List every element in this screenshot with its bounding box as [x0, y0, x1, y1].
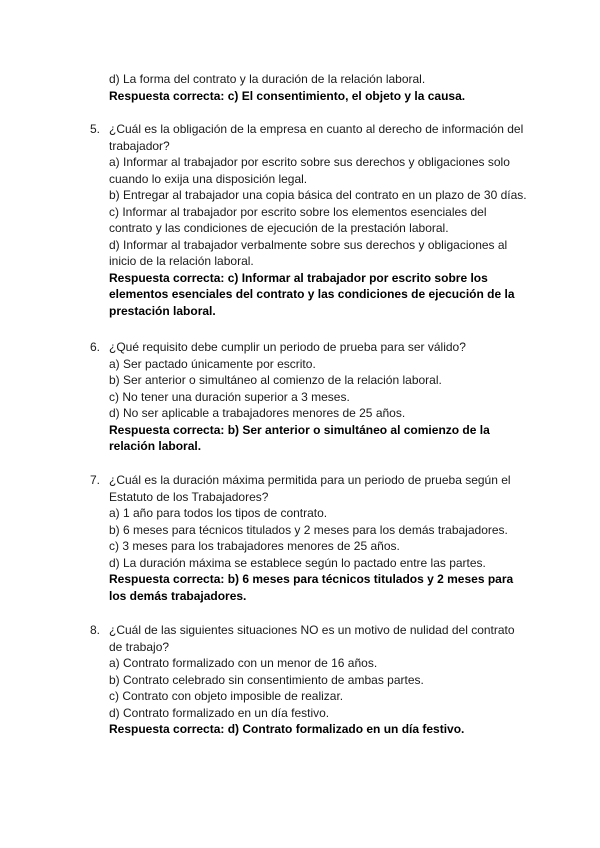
option-a: a) Ser pactado únicamente por escrito. — [109, 356, 316, 371]
option-d: d) La duración máxima se establece según lo pactado entre las partes. — [109, 555, 486, 570]
option-c: c) No tener una duración superior a 3 meses. — [109, 389, 350, 404]
option-a: a) Informar al trabajador por escrito sobre sus derechos y obligaciones solo cuando lo exija una disposición legal. — [109, 155, 510, 186]
option-d: d) No ser aplicable a trabajadores menores de 25 años. — [109, 406, 406, 420]
option-b: b) 6 meses para técnicos titulados y 2 meses para los demás trabajadores. — [109, 522, 508, 537]
question-6 — [90, 339, 530, 455]
option-b: b) Ser anterior o simultáneo al comienzo de la relación laboral. — [109, 373, 442, 387]
option-c: c) Informar al trabajador por escrito sobre los elementos esenciales del contrato y las condiciones de ejecución de la prestación laboral. — [109, 204, 487, 235]
question-text: ¿Cuál es la obligación de la empresa en cuanto al derecho de información del trabajador? — [109, 122, 524, 153]
question-8 — [90, 622, 530, 738]
option-c: c) 3 meses para los trabajadores menores de 25 años. — [109, 539, 400, 553]
question-text: ¿Cuál es la duración máxima permitida para un periodo de prueba según el Estatuto de los Trabajadores? — [109, 473, 511, 504]
question-number: 7. — [90, 473, 101, 487]
option-d: d) La forma del contrato y la duración de la relación laboral. — [109, 72, 426, 86]
option-d: d) Informar al trabajador verbalmente sobre sus derechos y obligaciones al inicio de la relación laboral. — [109, 237, 508, 268]
question-number: 6. — [90, 340, 101, 354]
option-b: b) Contrato celebrado sin consentimiento de ambas partes. — [109, 672, 424, 687]
option-a: a) 1 año para todos los tipos de contrato. — [109, 506, 328, 520]
correct-answer: Respuesta correcta: d) Contrato formalizado en un día festivo. — [109, 722, 465, 736]
question-text: ¿Qué requisito debe cumplir un periodo de prueba para ser válido? — [109, 340, 466, 354]
question-text: ¿Cuál de las siguientes situaciones NO es un motivo de nulidad del contrato de trabajo? — [109, 623, 515, 654]
option-d: d) Contrato formalizado en un día festivo. — [109, 705, 330, 720]
correct-answer: Respuesta correcta: b) 6 meses para técnicos titulados y 2 meses para los demás trabajadores. — [109, 572, 514, 603]
correct-answer: Respuesta correcta: c) Informar al trabajador por escrito sobre los elementos esenciales del contrato y las condiciones de ejecución de la prestación laboral. — [109, 270, 515, 318]
question-number: 5. — [90, 122, 101, 136]
question-number: 8. — [90, 623, 101, 637]
option-a: a) Contrato formalizado con un menor de 16 años. — [109, 656, 378, 670]
question-7 — [90, 472, 530, 604]
previous-question-tail — [90, 71, 530, 104]
correct-answer: Respuesta correcta: c) El consentimiento, el objeto y la causa. — [109, 88, 466, 103]
option-b: b) Entregar al trabajador una copia básica del contrato en un plazo de 30 días. — [109, 188, 527, 202]
option-c: c) Contrato con objeto imposible de realizar. — [109, 689, 344, 703]
question-5 — [90, 121, 530, 319]
correct-answer: Respuesta correcta: b) Ser anterior o simultáneo al comienzo de la relación laboral. — [109, 422, 490, 453]
